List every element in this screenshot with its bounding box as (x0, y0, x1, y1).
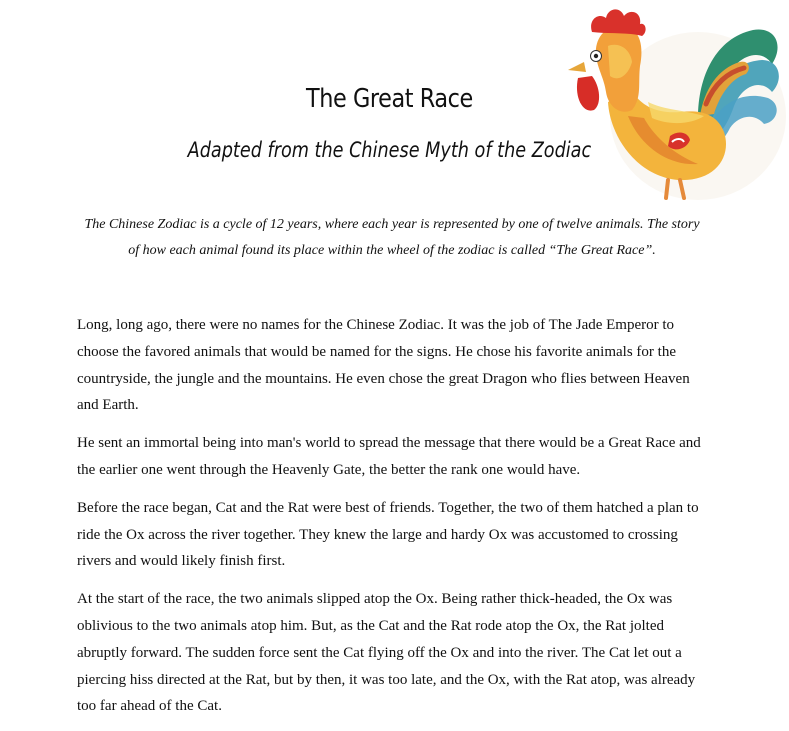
intro-paragraph: The Chinese Zodiac is a cycle of 12 years, where each year is represented by one of twelve animals. The story of how each animal found its place within the wheel of the zodiac is called “The Great Race”. (84, 217, 700, 258)
story-paragraph: At the start of the race, the two animals slipped atop the Ox. Being rather thick-headed, the Ox was oblivious to the two animals atop him. But, as the Cat and the Rat rode atop the Ox, the Rat jolted abruptly forward. The sudden force sent the Cat flying off the Ox and into the river. The Cat let out a piercing hiss directed at the Rat, but by then, it was too late, and the Ox, with the Rat atop, was already too far ahead of the Cat. (77, 591, 696, 715)
page-subtitle: Adapted from the Chinese Myth of the Zodiac (187, 138, 592, 162)
story-paragraph: Before the race began, Cat and the Rat were best of friends. Together, the two of them hatched a plan to ride the Ox across the river together. They knew the large and hardy Ox was accustomed to crossing rivers and would likely finish first. (77, 499, 699, 570)
story-paragraph: He sent an immortal being into man's world to spread the message that there would be a Great Race and the earlier one went through the Heavenly Gate, the better the rank one would have. (77, 435, 701, 478)
story-paragraph: Long, long ago, there were no names for the Chinese Zodiac. It was the job of The Jade Emperor to choose the favored animals that would be named for the signs. He chose his favorite animals for the countryside, the jungle and the mountains. He even chose the great Dragon who flies between Heaven and Earth. (77, 317, 690, 414)
story-body (77, 312, 707, 731)
page-title: The Great Race (306, 84, 473, 114)
